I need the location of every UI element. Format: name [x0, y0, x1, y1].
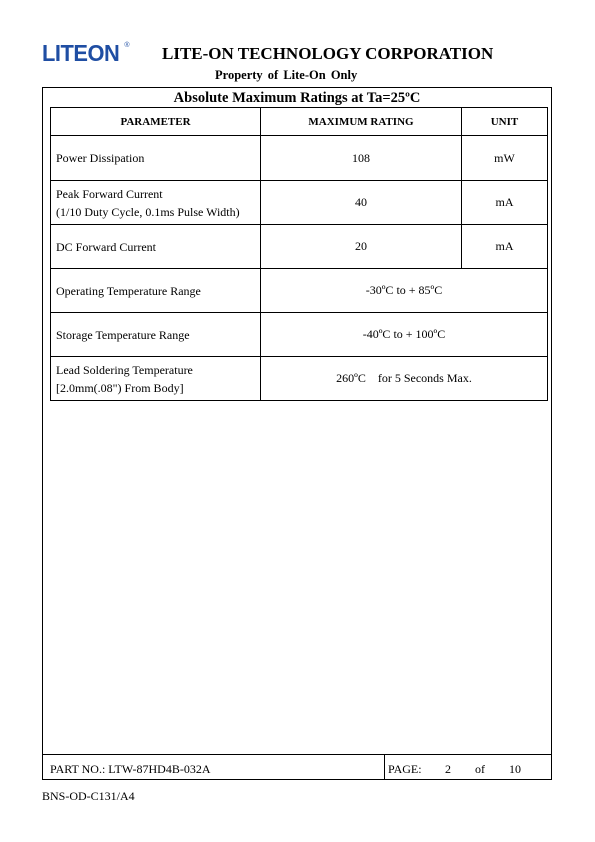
- part-number: PART NO.: LTW-87HD4B-032A: [50, 762, 211, 776]
- rating-cell: 20: [261, 225, 462, 269]
- param-sublabel: (1/10 Duty Cycle, 0.1ms Pulse Width): [56, 204, 240, 219]
- page-frame: [42, 87, 552, 780]
- table-row: [51, 181, 548, 225]
- ratings-table: [50, 107, 548, 401]
- param-cell: [51, 357, 261, 401]
- unit-cell: mA: [462, 225, 548, 269]
- param-cell: [51, 269, 261, 313]
- header-parameter: PARAMETER: [51, 108, 261, 136]
- company-name: LITE-ON TECHNOLOGY CORPORATION: [162, 44, 494, 63]
- rating-cell: -30ºC to + 85ºC: [261, 269, 548, 313]
- param-label: Peak Forward Current: [56, 186, 163, 201]
- param-sublabel: [2.0mm(.08") From Body]: [56, 380, 184, 395]
- page-current: 2: [445, 762, 451, 776]
- table-row: [51, 357, 548, 401]
- page-of: of: [475, 762, 485, 776]
- param-cell: [51, 181, 261, 225]
- page-total: 10: [509, 762, 521, 776]
- param-label: Power Dissipation: [56, 151, 145, 165]
- rating-cell: 40: [261, 181, 462, 225]
- header-unit: UNIT: [462, 108, 548, 136]
- rating-cell: 108: [261, 136, 462, 181]
- property-notice: Property of Lite-On Only: [215, 68, 358, 82]
- table-header-row: [51, 108, 548, 136]
- param-label: DC Forward Current: [56, 239, 156, 254]
- footer-bar: [43, 754, 551, 780]
- param-cell: [51, 225, 261, 269]
- param-cell: [51, 313, 261, 357]
- unit-cell: mA: [462, 181, 548, 225]
- rating-cell: 260ºC for 5 Seconds Max.: [261, 357, 548, 401]
- registered-mark: ®: [124, 42, 130, 49]
- param-label: Lead Soldering Temperature: [56, 362, 193, 377]
- param-label: Operating Temperature Range: [56, 283, 201, 298]
- rating-cell: -40ºC to + 100ºC: [261, 313, 548, 357]
- table-row: [51, 269, 548, 313]
- table-row: [51, 136, 548, 181]
- table-row: [51, 225, 548, 269]
- page-label: PAGE:: [388, 762, 422, 776]
- document-number: BNS-OD-C131/A4: [42, 789, 135, 803]
- liteon-logo: [42, 42, 130, 64]
- section-title: Absolute Maximum Ratings at Ta=25ºC: [173, 90, 421, 106]
- unit-cell: mW: [462, 136, 548, 181]
- page-indicator: [384, 755, 553, 780]
- header-maximum-rating: MAXIMUM RATING: [261, 108, 462, 136]
- param-label: Storage Temperature Range: [56, 327, 190, 342]
- param-cell: [51, 136, 261, 181]
- logo-text: LITEON: [42, 40, 120, 66]
- table-row: [51, 313, 548, 357]
